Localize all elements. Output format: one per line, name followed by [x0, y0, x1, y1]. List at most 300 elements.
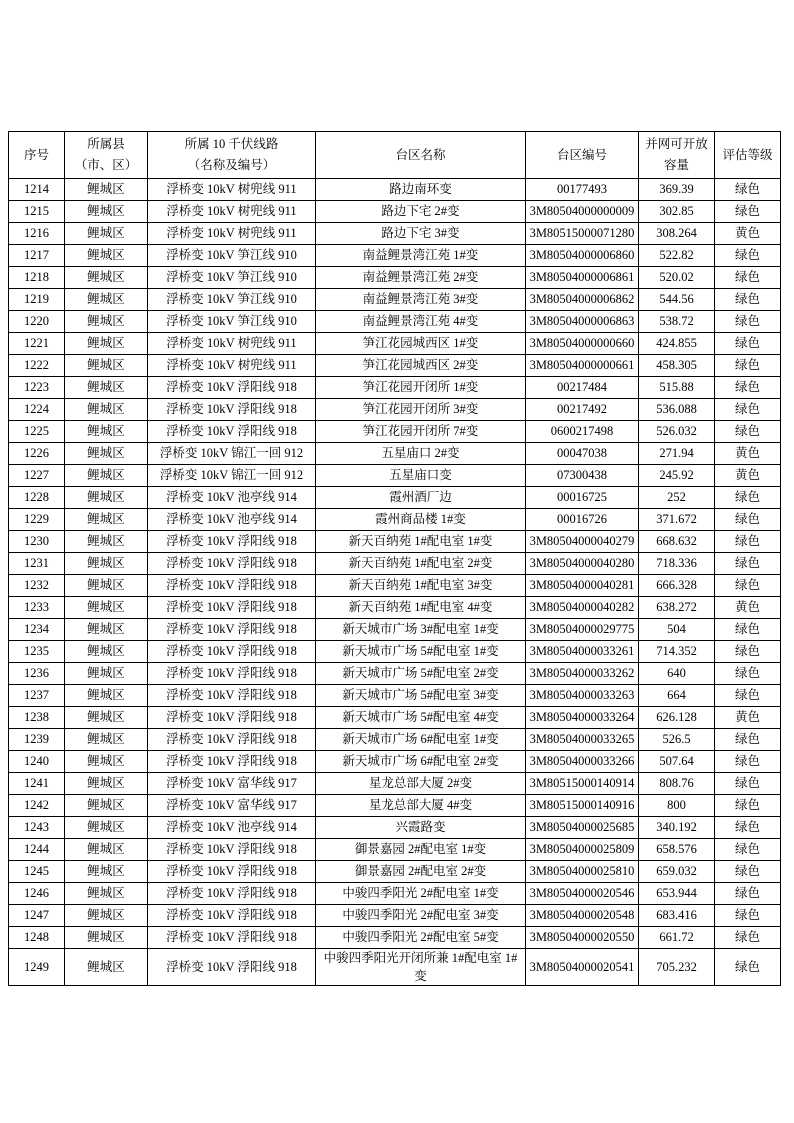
cell-county: 鲤城区 — [65, 663, 148, 685]
cell-capacity: 302.85 — [639, 201, 715, 223]
cell-grade: 绿色 — [715, 377, 781, 399]
cell-station-name: 笋江花园开闭所 1#变 — [316, 377, 526, 399]
cell-line: 浮桥变 10kV 树兜线 911 — [148, 355, 316, 377]
cell-serial: 1219 — [9, 289, 65, 311]
cell-county: 鲤城区 — [65, 311, 148, 333]
cell-station-code: 00016725 — [526, 487, 639, 509]
cell-station-code: 3M80504000000660 — [526, 333, 639, 355]
cell-capacity: 653.944 — [639, 883, 715, 905]
table-row — [9, 905, 781, 927]
table-row — [9, 817, 781, 839]
cell-county: 鲤城区 — [65, 531, 148, 553]
table-row — [9, 289, 781, 311]
cell-grade: 绿色 — [715, 619, 781, 641]
cell-station-code: 0600217498 — [526, 421, 639, 443]
table-row — [9, 641, 781, 663]
cell-grade: 绿色 — [715, 861, 781, 883]
cell-serial: 1224 — [9, 399, 65, 421]
header-line: 容量 — [663, 158, 689, 172]
cell-capacity: 661.72 — [639, 927, 715, 949]
cell-grade: 绿色 — [715, 905, 781, 927]
cell-line: 浮桥变 10kV 富华线 917 — [148, 795, 316, 817]
cell-station-code: 3M80504000020546 — [526, 883, 639, 905]
cell-station-name: 新天百纳苑 1#配电室 3#变 — [316, 575, 526, 597]
cell-capacity: 718.336 — [639, 553, 715, 575]
cell-serial: 1226 — [9, 443, 65, 465]
cell-station-name: 五星庙口 2#变 — [316, 443, 526, 465]
cell-capacity: 659.032 — [639, 861, 715, 883]
cell-station-name: 新天城市广场 5#配电室 3#变 — [316, 685, 526, 707]
cell-line: 浮桥变 10kV 浮阳线 918 — [148, 949, 316, 986]
table-row — [9, 707, 781, 729]
cell-grade: 绿色 — [715, 245, 781, 267]
cell-capacity: 520.02 — [639, 267, 715, 289]
cell-line: 浮桥变 10kV 浮阳线 918 — [148, 575, 316, 597]
cell-line: 浮桥变 10kV 浮阳线 918 — [148, 729, 316, 751]
cell-line: 浮桥变 10kV 浮阳线 918 — [148, 861, 316, 883]
cell-station-name: 路边南环变 — [316, 179, 526, 201]
cell-line: 浮桥变 10kV 浮阳线 918 — [148, 905, 316, 927]
cell-county: 鲤城区 — [65, 597, 148, 619]
cell-serial: 1235 — [9, 641, 65, 663]
header-cell-county — [65, 132, 148, 179]
cell-line: 浮桥变 10kV 池亭线 914 — [148, 817, 316, 839]
cell-county: 鲤城区 — [65, 773, 148, 795]
cell-serial: 1245 — [9, 861, 65, 883]
header-cell-serial — [9, 132, 65, 179]
cell-capacity: 340.192 — [639, 817, 715, 839]
header-cell-grade — [715, 132, 781, 179]
table-row — [9, 663, 781, 685]
cell-station-code: 3M80504000033265 — [526, 729, 639, 751]
cell-capacity: 522.82 — [639, 245, 715, 267]
cell-station-name: 南益鲤景湾江苑 2#变 — [316, 267, 526, 289]
cell-grade: 绿色 — [715, 553, 781, 575]
cell-serial: 1237 — [9, 685, 65, 707]
cell-county: 鲤城区 — [65, 839, 148, 861]
header-line: 并网可开放 — [645, 137, 708, 152]
cell-capacity: 714.352 — [639, 641, 715, 663]
cell-grade: 绿色 — [715, 575, 781, 597]
cell-grade: 绿色 — [715, 311, 781, 333]
cell-station-name: 新天城市广场 5#配电室 4#变 — [316, 707, 526, 729]
table-row — [9, 355, 781, 377]
cell-county: 鲤城区 — [65, 289, 148, 311]
cell-station-code: 3M80504000033261 — [526, 641, 639, 663]
table-row — [9, 465, 781, 487]
cell-line: 浮桥变 10kV 池亭线 914 — [148, 487, 316, 509]
cell-county: 鲤城区 — [65, 223, 148, 245]
cell-county: 鲤城区 — [65, 641, 148, 663]
cell-station-name: 中骏四季阳光 2#配电室 1#变 — [316, 883, 526, 905]
cell-line: 浮桥变 10kV 浮阳线 918 — [148, 553, 316, 575]
cell-station-code: 00217484 — [526, 377, 639, 399]
cell-capacity: 664 — [639, 685, 715, 707]
cell-serial: 1244 — [9, 839, 65, 861]
table-row — [9, 421, 781, 443]
cell-county: 鲤城区 — [65, 817, 148, 839]
cell-station-code: 3M80504000033264 — [526, 707, 639, 729]
cell-station-name: 路边下宅 3#变 — [316, 223, 526, 245]
header-cell-capacity — [639, 132, 715, 179]
cell-station-name: 五星庙口变 — [316, 465, 526, 487]
cell-serial: 1216 — [9, 223, 65, 245]
cell-grade: 绿色 — [715, 531, 781, 553]
table-row — [9, 729, 781, 751]
header-cell-station-name — [316, 132, 526, 179]
cell-station-name: 新天城市广场 6#配电室 1#变 — [316, 729, 526, 751]
cell-station-name: 南益鲤景湾江苑 3#变 — [316, 289, 526, 311]
header-line: （市、区） — [74, 158, 138, 172]
cell-capacity: 526.5 — [639, 729, 715, 751]
table-row — [9, 773, 781, 795]
cell-grade: 绿色 — [715, 509, 781, 531]
cell-serial: 1227 — [9, 465, 65, 487]
cell-station-name: 新天百纳苑 1#配电室 4#变 — [316, 597, 526, 619]
cell-capacity: 369.39 — [639, 179, 715, 201]
table-row — [9, 333, 781, 355]
cell-serial: 1222 — [9, 355, 65, 377]
cell-serial: 1225 — [9, 421, 65, 443]
cell-station-code: 3M80504000020550 — [526, 927, 639, 949]
cell-line: 浮桥变 10kV 池亭线 914 — [148, 509, 316, 531]
cell-county: 鲤城区 — [65, 179, 148, 201]
table-row — [9, 619, 781, 641]
cell-line: 浮桥变 10kV 树兜线 911 — [148, 333, 316, 355]
table-row — [9, 223, 781, 245]
cell-station-name: 星龙总部大厦 4#变 — [316, 795, 526, 817]
cell-serial: 1229 — [9, 509, 65, 531]
cell-station-name: 南益鲤景湾江苑 4#变 — [316, 311, 526, 333]
cell-station-code: 3M80504000040281 — [526, 575, 639, 597]
cell-serial: 1246 — [9, 883, 65, 905]
table-body — [9, 179, 781, 986]
cell-station-name: 笋江花园城西区 2#变 — [316, 355, 526, 377]
cell-county: 鲤城区 — [65, 795, 148, 817]
cell-grade: 绿色 — [715, 751, 781, 773]
cell-serial: 1233 — [9, 597, 65, 619]
capacity-table — [8, 131, 781, 986]
cell-station-code: 3M80504000006863 — [526, 311, 639, 333]
cell-grade: 黄色 — [715, 443, 781, 465]
cell-station-name: 新天城市广场 6#配电室 2#变 — [316, 751, 526, 773]
cell-grade: 绿色 — [715, 641, 781, 663]
cell-grade: 绿色 — [715, 355, 781, 377]
cell-station-name: 笋江花园开闭所 7#变 — [316, 421, 526, 443]
cell-capacity: 536.088 — [639, 399, 715, 421]
table-row — [9, 531, 781, 553]
cell-capacity: 640 — [639, 663, 715, 685]
cell-station-name: 御景嘉园 2#配电室 2#变 — [316, 861, 526, 883]
cell-grade: 绿色 — [715, 487, 781, 509]
cell-line: 浮桥变 10kV 富华线 917 — [148, 773, 316, 795]
cell-county: 鲤城区 — [65, 509, 148, 531]
cell-line: 浮桥变 10kV 浮阳线 918 — [148, 751, 316, 773]
cell-station-code: 3M80504000033262 — [526, 663, 639, 685]
cell-county: 鲤城区 — [65, 927, 148, 949]
cell-station-code: 3M80504000040282 — [526, 597, 639, 619]
header-line: 所属县 — [87, 137, 125, 152]
cell-county: 鲤城区 — [65, 421, 148, 443]
cell-grade: 绿色 — [715, 289, 781, 311]
cell-line: 浮桥变 10kV 浮阳线 918 — [148, 531, 316, 553]
cell-line: 浮桥变 10kV 浮阳线 918 — [148, 377, 316, 399]
cell-station-code: 3M80515000071280 — [526, 223, 639, 245]
cell-county: 鲤城区 — [65, 377, 148, 399]
cell-grade: 绿色 — [715, 729, 781, 751]
cell-county: 鲤城区 — [65, 883, 148, 905]
cell-line: 浮桥变 10kV 锦江一回 912 — [148, 443, 316, 465]
cell-station-name: 中骏四季阳光开闭所兼 1#配电室 1#变 — [316, 949, 526, 986]
table-row — [9, 509, 781, 531]
cell-capacity: 666.328 — [639, 575, 715, 597]
table-row — [9, 311, 781, 333]
cell-station-code: 00016726 — [526, 509, 639, 531]
cell-station-name: 笋江花园开闭所 3#变 — [316, 399, 526, 421]
cell-line: 浮桥变 10kV 浮阳线 918 — [148, 839, 316, 861]
cell-station-code: 3M80504000025809 — [526, 839, 639, 861]
cell-station-name: 新天百纳苑 1#配电室 2#变 — [316, 553, 526, 575]
cell-line: 浮桥变 10kV 锦江一回 912 — [148, 465, 316, 487]
header-line: 序号 — [23, 147, 49, 162]
cell-line: 浮桥变 10kV 树兜线 911 — [148, 179, 316, 201]
cell-line: 浮桥变 10kV 浮阳线 918 — [148, 663, 316, 685]
cell-capacity: 271.94 — [639, 443, 715, 465]
cell-capacity: 424.855 — [639, 333, 715, 355]
cell-capacity: 504 — [639, 619, 715, 641]
cell-grade: 绿色 — [715, 267, 781, 289]
cell-capacity: 371.672 — [639, 509, 715, 531]
cell-station-code: 00047038 — [526, 443, 639, 465]
table-row — [9, 597, 781, 619]
cell-grade: 黄色 — [715, 465, 781, 487]
header-row — [9, 132, 781, 179]
cell-serial: 1238 — [9, 707, 65, 729]
table-row — [9, 267, 781, 289]
cell-line: 浮桥变 10kV 浮阳线 918 — [148, 641, 316, 663]
cell-county: 鲤城区 — [65, 333, 148, 355]
cell-station-code: 00217492 — [526, 399, 639, 421]
cell-grade: 黄色 — [715, 707, 781, 729]
cell-grade: 绿色 — [715, 201, 781, 223]
cell-line: 浮桥变 10kV 树兜线 911 — [148, 223, 316, 245]
cell-serial: 1236 — [9, 663, 65, 685]
cell-grade: 黄色 — [715, 223, 781, 245]
cell-station-code: 3M80504000006862 — [526, 289, 639, 311]
table-row — [9, 201, 781, 223]
cell-county: 鲤城区 — [65, 201, 148, 223]
cell-station-code: 3M80504000025810 — [526, 861, 639, 883]
cell-station-code: 3M80504000006861 — [526, 267, 639, 289]
cell-line: 浮桥变 10kV 浮阳线 918 — [148, 707, 316, 729]
cell-serial: 1217 — [9, 245, 65, 267]
cell-serial: 1230 — [9, 531, 65, 553]
cell-line: 浮桥变 10kV 浮阳线 918 — [148, 619, 316, 641]
cell-capacity: 544.56 — [639, 289, 715, 311]
table-header — [9, 132, 781, 179]
table-row — [9, 949, 781, 986]
table-row — [9, 883, 781, 905]
cell-grade: 绿色 — [715, 333, 781, 355]
cell-station-code: 3M80515000140916 — [526, 795, 639, 817]
cell-county: 鲤城区 — [65, 267, 148, 289]
cell-county: 鲤城区 — [65, 685, 148, 707]
cell-capacity: 808.76 — [639, 773, 715, 795]
cell-serial: 1215 — [9, 201, 65, 223]
cell-capacity: 308.264 — [639, 223, 715, 245]
table-row — [9, 795, 781, 817]
cell-grade: 黄色 — [715, 597, 781, 619]
cell-grade: 绿色 — [715, 927, 781, 949]
cell-serial: 1248 — [9, 927, 65, 949]
cell-county: 鲤城区 — [65, 861, 148, 883]
cell-capacity: 252 — [639, 487, 715, 509]
cell-county: 鲤城区 — [65, 553, 148, 575]
table-row — [9, 553, 781, 575]
cell-station-code: 3M80504000000009 — [526, 201, 639, 223]
cell-line: 浮桥变 10kV 浮阳线 918 — [148, 399, 316, 421]
cell-capacity: 538.72 — [639, 311, 715, 333]
cell-serial: 1232 — [9, 575, 65, 597]
table-row — [9, 751, 781, 773]
cell-county: 鲤城区 — [65, 487, 148, 509]
cell-line: 浮桥变 10kV 浮阳线 918 — [148, 597, 316, 619]
cell-grade: 绿色 — [715, 685, 781, 707]
cell-capacity: 526.032 — [639, 421, 715, 443]
header-line: 评估等级 — [722, 147, 773, 162]
cell-serial: 1247 — [9, 905, 65, 927]
cell-line: 浮桥变 10kV 笋江线 910 — [148, 311, 316, 333]
table-row — [9, 839, 781, 861]
cell-station-code: 3M80504000040280 — [526, 553, 639, 575]
cell-capacity: 683.416 — [639, 905, 715, 927]
cell-station-name: 南益鲤景湾江苑 1#变 — [316, 245, 526, 267]
cell-grade: 绿色 — [715, 773, 781, 795]
header-line: 所属 10 千伏线路 — [184, 137, 279, 152]
cell-station-code: 3M80504000020548 — [526, 905, 639, 927]
table-row — [9, 399, 781, 421]
table-row — [9, 443, 781, 465]
cell-station-code: 3M80504000033263 — [526, 685, 639, 707]
cell-station-code: 3M80504000020541 — [526, 949, 639, 986]
cell-county: 鲤城区 — [65, 619, 148, 641]
cell-county: 鲤城区 — [65, 465, 148, 487]
cell-capacity: 668.632 — [639, 531, 715, 553]
cell-grade: 绿色 — [715, 883, 781, 905]
cell-county: 鲤城区 — [65, 949, 148, 986]
cell-station-name: 霞州商品楼 1#变 — [316, 509, 526, 531]
cell-county: 鲤城区 — [65, 729, 148, 751]
table-row — [9, 487, 781, 509]
cell-station-name: 中骏四季阳光 2#配电室 3#变 — [316, 905, 526, 927]
cell-station-code: 3M80504000033266 — [526, 751, 639, 773]
cell-line: 浮桥变 10kV 树兜线 911 — [148, 201, 316, 223]
cell-serial: 1243 — [9, 817, 65, 839]
cell-serial: 1241 — [9, 773, 65, 795]
cell-line: 浮桥变 10kV 笋江线 910 — [148, 289, 316, 311]
cell-county: 鲤城区 — [65, 399, 148, 421]
header-cell-line — [148, 132, 316, 179]
cell-station-code: 07300438 — [526, 465, 639, 487]
header-cell-station-code — [526, 132, 639, 179]
cell-serial: 1223 — [9, 377, 65, 399]
cell-county: 鲤城区 — [65, 245, 148, 267]
cell-station-name: 新天城市广场 5#配电室 1#变 — [316, 641, 526, 663]
cell-capacity: 705.232 — [639, 949, 715, 986]
cell-serial: 1231 — [9, 553, 65, 575]
cell-grade: 绿色 — [715, 421, 781, 443]
cell-capacity: 515.88 — [639, 377, 715, 399]
cell-line: 浮桥变 10kV 笋江线 910 — [148, 245, 316, 267]
cell-station-code: 00177493 — [526, 179, 639, 201]
header-line: （名称及编号） — [187, 158, 276, 172]
cell-station-code: 3M80504000040279 — [526, 531, 639, 553]
cell-line: 浮桥变 10kV 浮阳线 918 — [148, 421, 316, 443]
cell-capacity: 245.92 — [639, 465, 715, 487]
cell-station-name: 新天城市广场 5#配电室 2#变 — [316, 663, 526, 685]
cell-station-code: 3M80504000029775 — [526, 619, 639, 641]
cell-serial: 1240 — [9, 751, 65, 773]
cell-line: 浮桥变 10kV 浮阳线 918 — [148, 883, 316, 905]
table-row — [9, 575, 781, 597]
cell-grade: 绿色 — [715, 399, 781, 421]
cell-county: 鲤城区 — [65, 443, 148, 465]
cell-grade: 绿色 — [715, 795, 781, 817]
table-row — [9, 927, 781, 949]
cell-line: 浮桥变 10kV 笋江线 910 — [148, 267, 316, 289]
cell-capacity: 458.305 — [639, 355, 715, 377]
cell-station-name: 御景嘉园 2#配电室 1#变 — [316, 839, 526, 861]
cell-serial: 1242 — [9, 795, 65, 817]
table-row — [9, 377, 781, 399]
cell-station-code: 3M80504000025685 — [526, 817, 639, 839]
cell-line: 浮桥变 10kV 浮阳线 918 — [148, 685, 316, 707]
header-line: 台区名称 — [395, 147, 446, 162]
cell-station-name: 笋江花园城西区 1#变 — [316, 333, 526, 355]
cell-capacity: 507.64 — [639, 751, 715, 773]
cell-grade: 绿色 — [715, 839, 781, 861]
cell-capacity: 638.272 — [639, 597, 715, 619]
cell-station-code: 3M80515000140914 — [526, 773, 639, 795]
cell-station-name: 新天城市广场 3#配电室 1#变 — [316, 619, 526, 641]
cell-grade: 绿色 — [715, 179, 781, 201]
cell-station-name: 中骏四季阳光 2#配电室 5#变 — [316, 927, 526, 949]
header-line: 台区编号 — [556, 147, 607, 162]
cell-capacity: 800 — [639, 795, 715, 817]
cell-serial: 1234 — [9, 619, 65, 641]
cell-capacity: 658.576 — [639, 839, 715, 861]
cell-county: 鲤城区 — [65, 905, 148, 927]
cell-grade: 绿色 — [715, 949, 781, 986]
table-row — [9, 861, 781, 883]
cell-serial: 1249 — [9, 949, 65, 986]
cell-line: 浮桥变 10kV 浮阳线 918 — [148, 927, 316, 949]
cell-station-code: 3M80504000006860 — [526, 245, 639, 267]
table-row — [9, 685, 781, 707]
cell-station-name: 兴霞路变 — [316, 817, 526, 839]
cell-station-name: 霞州酒厂边 — [316, 487, 526, 509]
cell-station-code: 3M80504000000661 — [526, 355, 639, 377]
cell-serial: 1228 — [9, 487, 65, 509]
cell-serial: 1220 — [9, 311, 65, 333]
cell-county: 鲤城区 — [65, 355, 148, 377]
cell-serial: 1239 — [9, 729, 65, 751]
cell-capacity: 626.128 — [639, 707, 715, 729]
cell-county: 鲤城区 — [65, 751, 148, 773]
cell-grade: 绿色 — [715, 663, 781, 685]
cell-county: 鲤城区 — [65, 575, 148, 597]
cell-grade: 绿色 — [715, 817, 781, 839]
